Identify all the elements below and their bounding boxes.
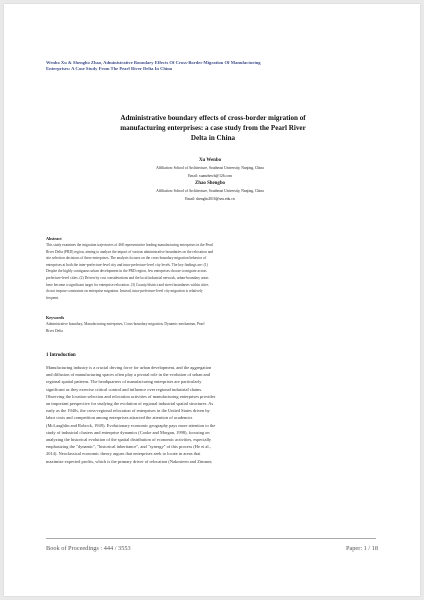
author-affiliation: Affiliation: School of Architecture, Southeast University, Nanjing, China bbox=[156, 189, 264, 193]
title-line: manufacturing enterprises: a case study from the Pearl River bbox=[120, 123, 306, 132]
introduction-line: Observing the location selection and relocation activities of manufacturing enterprises provides bbox=[46, 393, 216, 399]
abstract-line: do not impose constraints on enterprise migration. Instead, intra-prefecture-level city migration is relatively bbox=[46, 289, 203, 294]
introduction-line: 2014). Neoclassical economic theory argues that enterprises seek to locate in areas that bbox=[46, 451, 201, 457]
running-head bbox=[46, 60, 386, 72]
introduction-body bbox=[46, 364, 374, 465]
introduction-line: Manufacturing industry is a crucial driving force for urban development, and the aggregation bbox=[46, 365, 212, 370]
title-line: Administrative boundary effects of cross-border migration of bbox=[120, 114, 306, 122]
running-head-line: Wenbo Xu & Shengbo Zhao, Administrative Boundary Effects Of Cross-Border Migration Of Manufacturing bbox=[46, 60, 261, 65]
abstract-line: site selection decisions of these enterprises. The analysis focuses on the cross-boundary migration behavior of bbox=[46, 256, 207, 261]
introduction-line: emphasizing the "dynamic", "historical inheritance", and "synergy" of this process (He et al., bbox=[46, 444, 211, 450]
abstract-heading: Abstract bbox=[46, 236, 62, 241]
introduction-line: an important perspective for studying the evolution of regional industrial spatial structures. As bbox=[46, 401, 214, 407]
introduction-line: study of industrial clusters and enterprise dynamics (Cooke and Morgan, 1998), focusing on bbox=[46, 429, 210, 435]
introduction-heading: 1 Introduction bbox=[46, 353, 76, 358]
author-name: Zhao Shengbo bbox=[194, 181, 226, 186]
author-block bbox=[60, 157, 360, 203]
introduction-line: (McLaughlin and Robock, 1949). Evolutionary economic geography pays more attention to the bbox=[46, 422, 216, 428]
introduction-line: maximize expected profits, which is the primary driver of relocation (Nakosteen and Zimmer, bbox=[46, 458, 213, 464]
author-affiliation: Affiliation: School of Architecture, Southeast University, Nanjing, China bbox=[156, 166, 264, 170]
abstract-line: have become a significant target for enterprise relocation. (3) County/district and street boundaries within cities bbox=[46, 282, 209, 287]
introduction-line: regional spatial patterns. The headquarters of manufacturing enterprises are particularly bbox=[46, 379, 202, 385]
abstract-line: This study examines the migration trajectories of 468 representative leading manufacturing enterprises in the Pearl bbox=[46, 243, 214, 247]
abstract-line: Despite the highly contiguous urban development in the PRD region, few enterprises choose to migrate across bbox=[46, 269, 207, 274]
abstract-body bbox=[46, 242, 366, 301]
keywords-line: Administrative boundary, Manufacturing enterprises, Cross-boundary migration, Dynamic mechanism, Pearl bbox=[46, 322, 205, 326]
introduction-line: and diffusion of manufacturing spaces often play a pivotal role in the evolution of urban and bbox=[46, 372, 210, 378]
keywords-line: River Delta bbox=[46, 328, 63, 333]
introduction-line: labor costs and competition among enterprises attracted the attention of academics bbox=[46, 415, 193, 421]
author-email: Email: xuanzhewb@126.com bbox=[188, 174, 232, 178]
author-email: Email: shengbo2016@seu.edu.cn bbox=[185, 197, 235, 201]
introduction-line: significant as they exercise critical control and influence over regional industrial chains. bbox=[46, 386, 203, 392]
abstract-line: frequent. bbox=[46, 295, 60, 300]
title-line: Delta in China bbox=[190, 133, 236, 142]
running-head-line: Enterprises: A Case Study From The Pearl River Delta In China bbox=[46, 66, 173, 71]
author-name: Xu Wenbo bbox=[198, 158, 222, 163]
footer-proceedings: Book of Proceedings : 444 / 3553 bbox=[46, 545, 131, 552]
keywords-heading: Keywords bbox=[46, 315, 65, 320]
abstract-line: enterprises at both the inter-prefecture-level city and intra-prefecture-level city levels. The key findings are: (1) bbox=[46, 262, 208, 267]
keywords-body bbox=[46, 321, 366, 334]
footer-page-number: Paper: 1 / 18 bbox=[345, 545, 378, 552]
keywords-section bbox=[46, 315, 366, 334]
paper-title bbox=[94, 114, 332, 143]
abstract-line: prefecture-level cities. (2) Driven by cost considerations and the local industrial network, urban-boundary areas bbox=[46, 275, 209, 280]
introduction-line: analyzing the historical evolution of the spatial distribution of economic activities, especially bbox=[46, 437, 212, 443]
abstract-section bbox=[46, 236, 366, 301]
footer-divider bbox=[46, 538, 376, 539]
abstract-line: River Delta (PRD) region, aiming to analyze the impact of various administrative boundaries on the relocation and bbox=[46, 249, 214, 254]
introduction-line: early as the 1940s, the cross-regional relocation of enterprises in the United States driven by bbox=[46, 408, 210, 414]
